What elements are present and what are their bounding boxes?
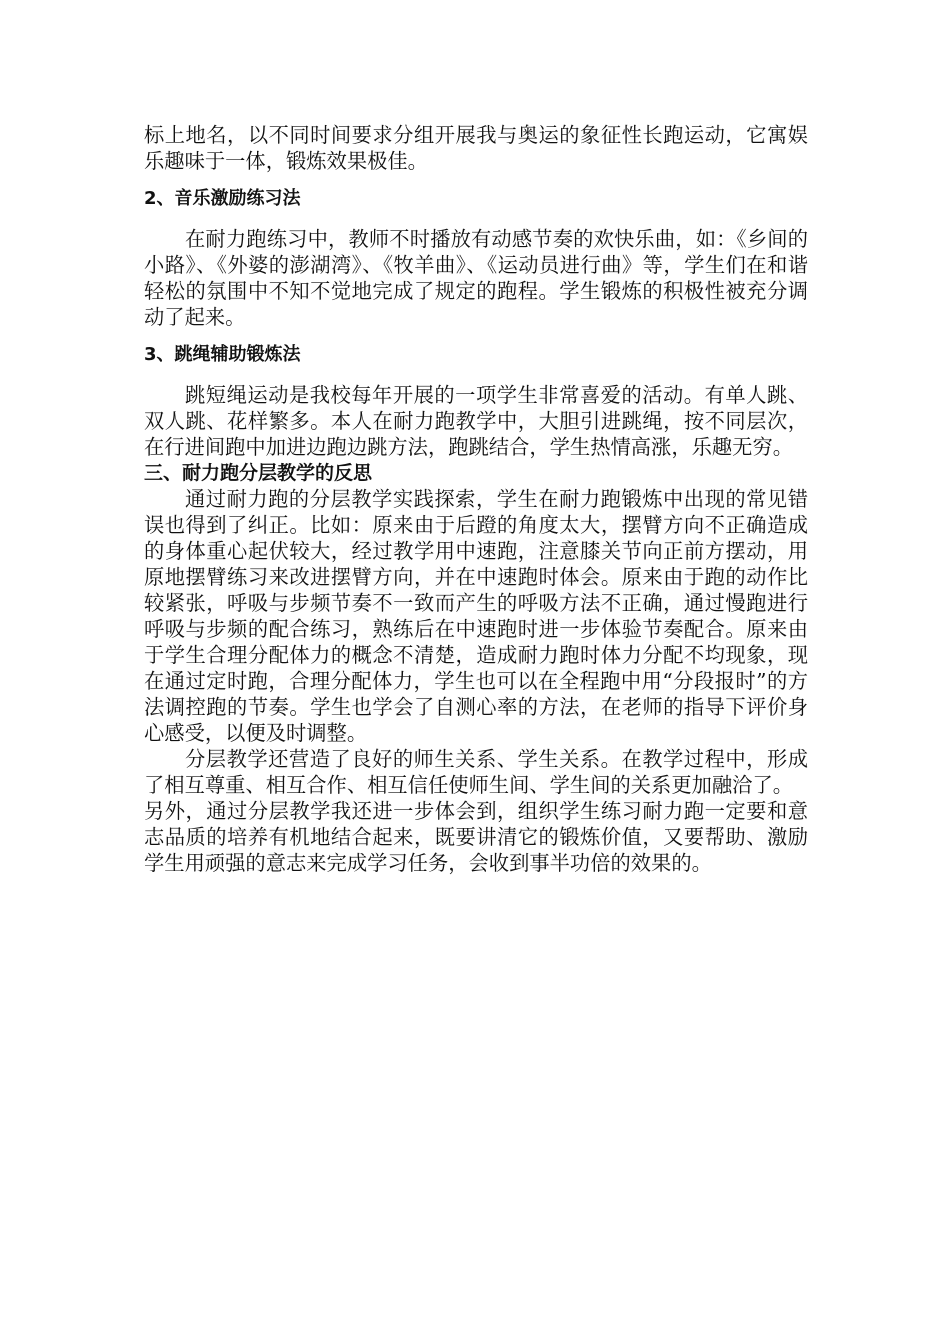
paragraph-reflection-relationships: 分层教学还营造了良好的师生关系、学生关系。在教学过程中，形成了相互尊重、相互合作、相互信任使师生间、学生间的关系更加融洽了。 (144, 747, 808, 797)
document-page (144, 122, 808, 876)
paragraph-reflection-willpower: 另外，通过分层教学我还进一步体会到，组织学生练习耐力跑一定要和意志品质的培养有机地结合起来，既要讲清它的锻炼价值，又要帮助、激励学生用顽强的意志来完成学习任务，会收到事半功倍的效果的。 (144, 799, 808, 875)
paragraph-music-motivation: 在耐力跑练习中，教师不时播放有动感节奏的欢快乐曲，如：《乡间的小路》、《外婆的澎湖湾》、《牧羊曲》、《运动员进行曲》等，学生们在和谐轻松的氛围中不知不觉地完成了规定的跑程。学生锻炼的积极性被充分调动了起来。 (144, 227, 808, 329)
paragraph-jump-rope: 跳短绳运动是我校每年开展的一项学生非常喜爱的活动。有单人跳、双人跳、花样繁多。本人在耐力跑教学中，大胆引进跳绳，按不同层次，在行进间跑中加进边跑边跳方法，跑跳结合，学生热情高涨，乐趣无穷。 (144, 383, 808, 459)
heading-jump-rope: 3、跳绳辅助锻炼法 (144, 344, 301, 365)
paragraph-olympic-run-continuation: 标上地名，以不同时间要求分组开展我与奥运的象征性长跑运动，它寓娱乐趣味于一体，锻炼效果极佳。 (144, 123, 808, 173)
paragraph-reflection-errors: 通过耐力跑的分层教学实践探索，学生在耐力跑锻炼中出现的常见错误也得到了纠正。比如：原来由于后蹬的角度太大，摆臂方向不正确造成的身体重心起伏较大，经过教学用中速跑，注意膝关节向正前方摆动，用原地摆臂练习来改进摆臂方向，并在中速跑时体会。原来由于跑的动作比较紧张，呼吸与步频节奏不一致而产生的呼吸方法不正确，通过慢跑进行呼吸与步频的配合练习，熟练后在中速跑时进一步体验节奏配合。原来由于学生合理分配体力的概念不清楚，造成耐力跑时体力分配不均现象，现在通过定时跑，合理分配体力，学生也可以在全程跑中用“分段报时”的方法调控跑的节奏。学生也学会了自测心率的方法，在老师的指导下评价身心感受，以便及时调整。 (144, 487, 808, 745)
heading-music-motivation: 2、音乐激励练习法 (144, 188, 301, 209)
heading-reflection: 三、耐力跑分层教学的反思 (144, 462, 373, 484)
